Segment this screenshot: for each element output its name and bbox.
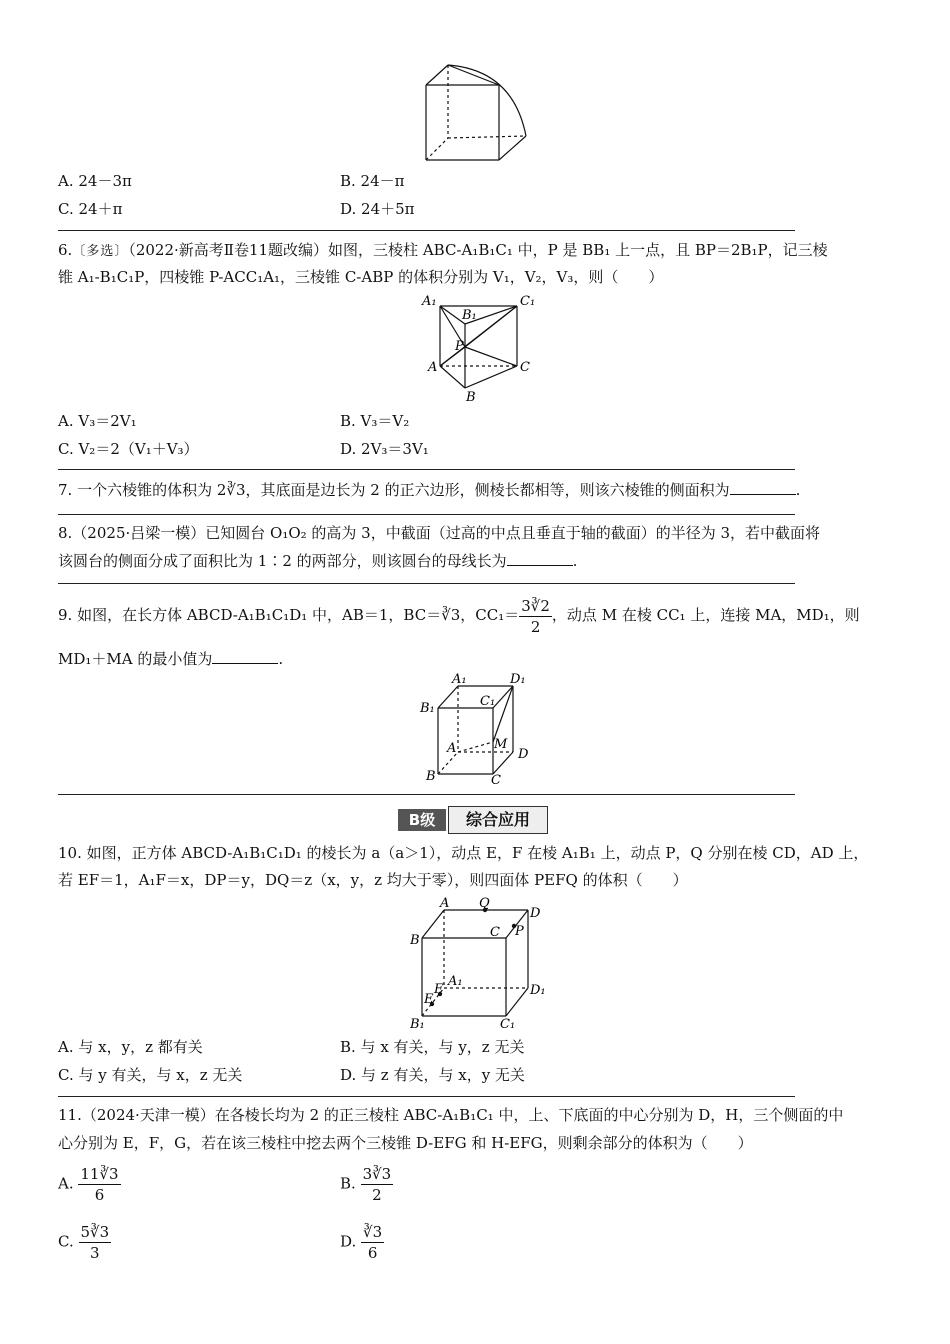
q10-label-q: Q (479, 896, 490, 911)
q9-stem-line2: MD₁＋MA 的最小值为 . (58, 650, 284, 668)
divider (58, 230, 795, 231)
q5-option-d[interactable]: D. 24＋5π (340, 200, 415, 218)
q9-label-a1: A₁ (452, 672, 467, 687)
q7-radical: ∛3 (226, 481, 246, 499)
divider (58, 469, 795, 470)
q10-label-f: F (434, 982, 444, 997)
q6-option-a[interactable]: A. V₃＝2V₁ (58, 412, 137, 430)
q10-option-c[interactable]: C. 与 y 有关，与 x，z 无关 (58, 1066, 243, 1084)
q10-label-p: P (515, 924, 524, 939)
q10-stem-line1: 10. 如图，正方体 ABCD-A₁B₁C₁D₁ 的棱长为 a（a＞1），动点 E，F 在棱 A₁B₁ 上，动点 P，Q 分别在棱 CD，AD 上， (58, 844, 869, 862)
q9-label-c1: C₁ (480, 694, 496, 709)
divider (58, 514, 795, 515)
q8-stem-line2: 该圆台的侧面分成了面积比为 1∶2 的两部分，则该圆台的母线长为 . (58, 552, 578, 570)
q10-label-a: A (440, 896, 450, 911)
q9-fraction: $\frac{3∛2}{2}$ (521, 596, 550, 636)
q6-label-a: A (428, 360, 438, 375)
q9-label-d: D (518, 747, 529, 762)
q6-stem-line1: 6.〔多选〕（2022·新高考Ⅱ卷11题改编）如图，三棱柱 ABC-A₁B₁C₁ 中，P 是 BB₁ 上一点，且 BP＝2B₁P，记三棱 (58, 241, 828, 259)
q6-option-b[interactable]: B. V₃＝V₂ (340, 412, 410, 430)
q6-label-c: C (520, 360, 530, 375)
q5-option-c[interactable]: C. 24＋π (58, 200, 123, 218)
q6-option-c[interactable]: C. V₂＝2（V₁＋V₃） (58, 440, 199, 458)
q6-label-a1: A₁ (422, 294, 437, 309)
divider (58, 794, 795, 795)
q10-label-b: B (410, 933, 420, 948)
section-title: 综合应用 (448, 806, 548, 834)
section-level: B级 (398, 809, 446, 831)
divider (58, 583, 795, 584)
q6-figure (420, 292, 536, 404)
q9-figure (418, 672, 536, 788)
q10-label-d: D (530, 906, 541, 921)
q7-stem: 7. 一个六棱锥的体积为 2∛3，其底面是边长为 2 的正六边形，侧棱长都相等，则该六棱锥的侧面积为 . (58, 481, 801, 499)
q10-label-d1: D₁ (530, 983, 546, 998)
q10-label-c1: C₁ (500, 1017, 516, 1032)
q11-option-d[interactable]: D. $\frac{∛3}{6}$ (340, 1223, 383, 1262)
q8-answer-blank[interactable] (507, 551, 573, 566)
q9-label-c: C (491, 773, 501, 788)
q10-label-e: E (424, 992, 434, 1007)
q7-answer-blank[interactable] (730, 480, 796, 495)
q10-option-a[interactable]: A. 与 x，y，z 都有关 (58, 1038, 203, 1056)
q11-option-c[interactable]: C. $\frac{5∛3}{3}$ (58, 1223, 110, 1262)
q5-option-a[interactable]: A. 24－3π (58, 172, 132, 190)
q6-label-c1: C₁ (520, 294, 536, 309)
q10-label-b1: B₁ (410, 1017, 425, 1032)
q6-label-p: P (455, 339, 464, 354)
q6-option-d[interactable]: D. 2V₃＝3V₁ (340, 440, 429, 458)
q9-answer-blank[interactable] (212, 649, 278, 664)
q10-label-c: C (490, 925, 500, 940)
q9-label-a: A (447, 741, 457, 756)
q9-label-b: B (426, 769, 436, 784)
q5-figure (418, 60, 532, 168)
q5-option-b[interactable]: B. 24－π (340, 172, 405, 190)
q10-option-b[interactable]: B. 与 x 有关，与 y，z 无关 (340, 1038, 525, 1056)
q6-tag: 〔多选〕 (72, 244, 129, 259)
q10-figure (410, 896, 550, 1032)
divider (58, 1096, 795, 1097)
q9-stem-line1: 9. 如图，在长方体 ABCD-A₁B₁C₁D₁ 中，AB＝1，BC＝∛3，CC₁＝ $\frac{3∛2}{2}$ ，动点 M 在棱 CC₁ 上，连接 MA，MD₁，则 (58, 596, 860, 636)
q10-label-a1: A₁ (448, 974, 463, 989)
q11-option-b[interactable]: B. $\frac{3∛3}{2}$ (340, 1165, 392, 1204)
q6-label-b1: B₁ (462, 308, 477, 323)
q10-stem-line2: 若 EF＝1，A₁F＝x，DP＝y，DQ＝z（x，y，z 均大于零），则四面体 PEFQ 的体积（ ） (58, 871, 688, 889)
q9-label-m: M (494, 737, 508, 752)
q6-stem-line2: 锥 A₁-B₁C₁P，四棱锥 P-ACC₁A₁，三棱锥 C-ABP 的体积分别为 V₁，V₂，V₃，则（ ） (58, 268, 664, 286)
q9-label-d1: D₁ (510, 672, 526, 687)
q11-option-a[interactable]: A. $\frac{11∛3}{6}$ (58, 1165, 119, 1204)
q11-stem-line2: 心分别为 E，F，G，若在该三棱柱中挖去两个三棱锥 D-EFG 和 H-EFG，则剩余部分的体积为（ ） (58, 1134, 753, 1152)
q10-option-d[interactable]: D. 与 z 有关，与 x，y 无关 (340, 1066, 525, 1084)
q6-label-b: B (466, 390, 476, 404)
q11-stem-line1: 11.（2024·天津一模）在各棱长均为 2 的正三棱柱 ABC-A₁B₁C₁ 中，上、下底面的中心分别为 D，H，三个侧面的中 (58, 1106, 844, 1124)
q8-stem-line1: 8.（2025·吕梁一模）已知圆台 O₁O₂ 的高为 3，中截面（过高的中点且垂直于轴的截面）的半径为 3，若中截面将 (58, 524, 821, 542)
q9-label-b1: B₁ (420, 701, 435, 716)
